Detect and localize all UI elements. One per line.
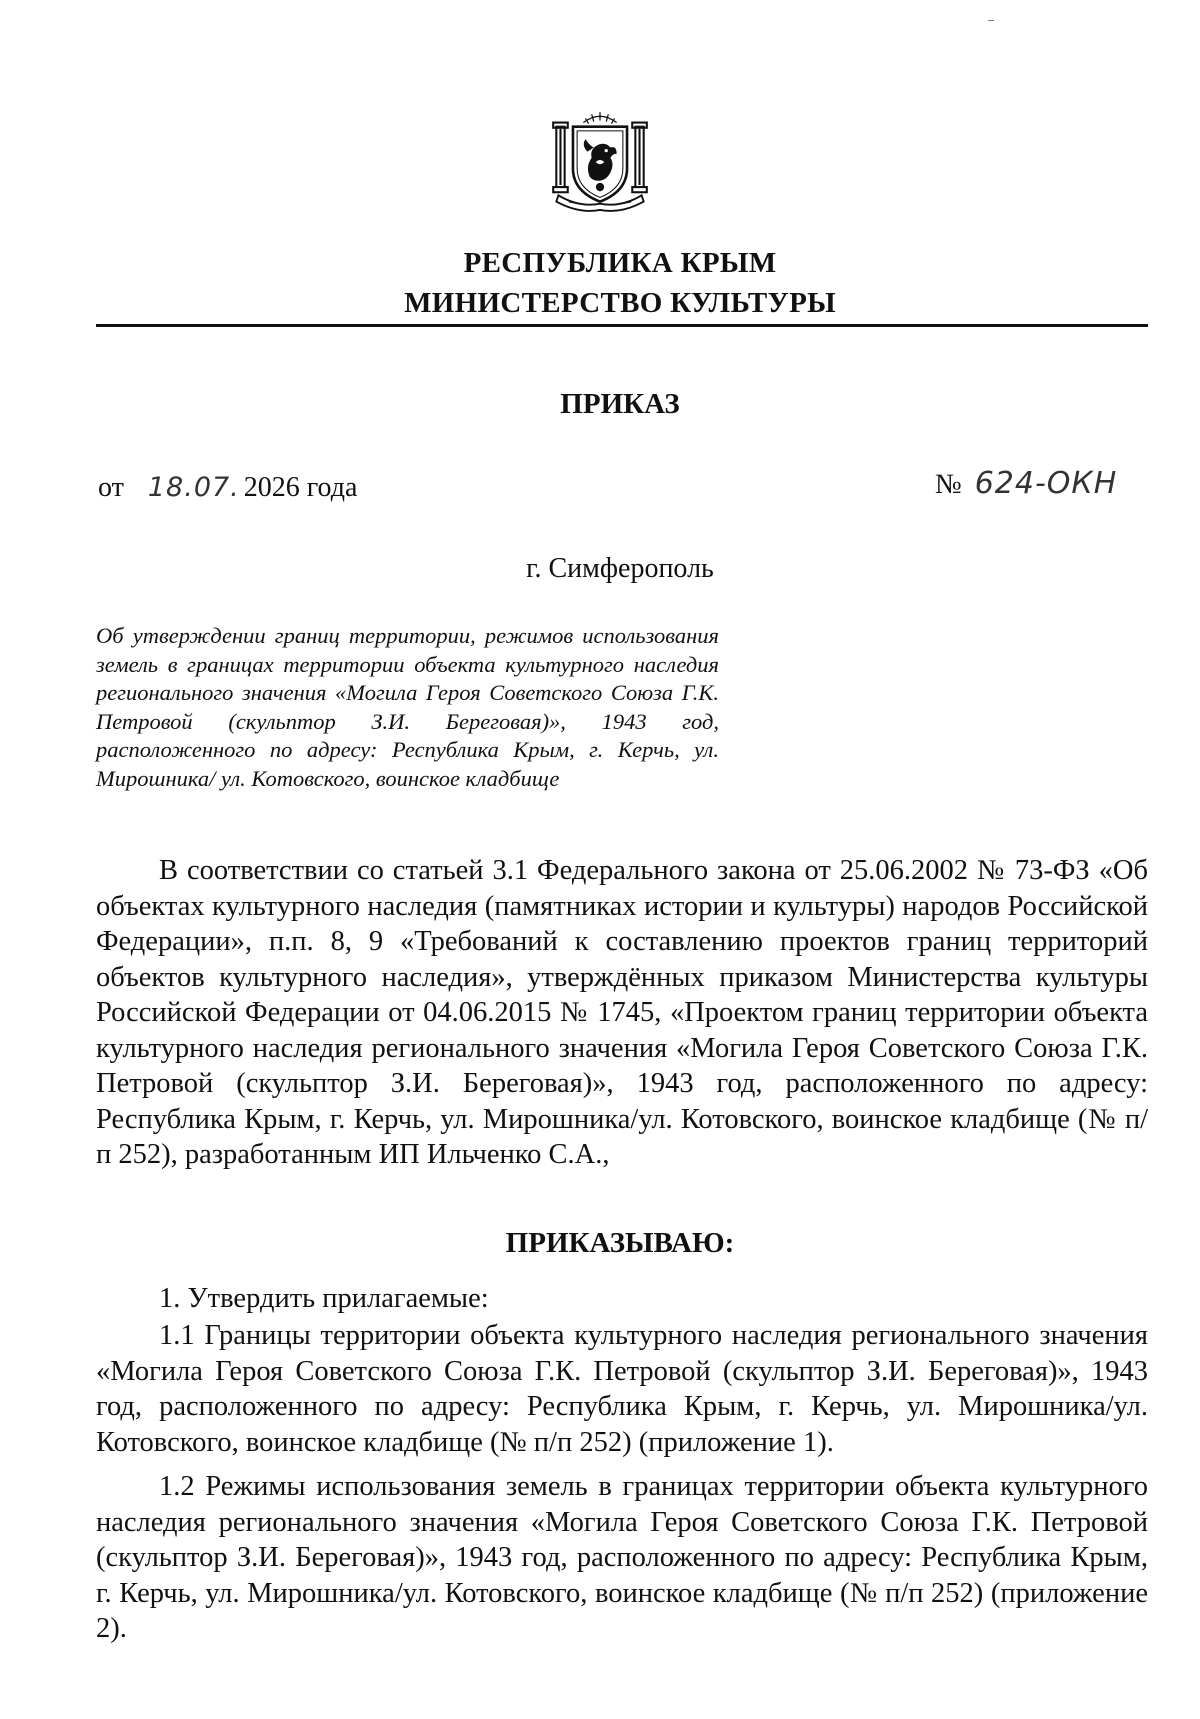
date-prefix: от: [98, 472, 124, 503]
order-number: [935, 466, 1117, 501]
scan-mark: [988, 20, 994, 21]
order-date: [98, 472, 357, 504]
handwritten-number: 624-ОКН: [974, 466, 1118, 501]
number-prefix: №: [935, 469, 962, 500]
coat-of-arms-emblem: [548, 108, 652, 212]
ministry-heading: МИНИСТЕРСТВО КУЛЬТУРЫ: [404, 287, 836, 319]
preamble-paragraph: В соответствии со статьей 3.1 Федерального закона от 25.06.2002 № 73-ФЗ «Об объектах культурного наследия (памятниках истории и культуры) народов Российской Федерации», п.п. 8, 9 «Требований к составлению проектов границ территорий объектов культурного наследия», утверждённых приказом Министерства культуры Российской Федерации от 04.06.2015 № 1745, «Проектом границ территории объекта культурного наследия регионального значения «Могила Героя Советского Союза Г.К. Петровой (скульптор З.И. Береговая)», 1943 год, расположенного по адресу: Республика Крым, г. Керчь, ул. Мирошника/ул. Котовского, воинское кладбище (№ п/п 252), разработанным ИП Ильченко С.А.,: [96, 855, 1148, 1170]
date-suffix: 2026 года: [243, 472, 358, 503]
handwritten-date: 18.07.: [147, 472, 240, 503]
item-1-1: 1.1 Границы территории объекта культурного наследия регионального значения «Могила Героя Советского Союза Г.К. Петровой (скульптор З.И. Береговая)», 1943 год, расположенного по адресу: Республика Крым, г. Керчь, ул. Мирошника/ул. Котовского, воинское кладбище (№ п/п 252) (приложение 1).: [96, 1320, 1148, 1458]
city-line: г. Симферополь: [526, 553, 714, 584]
order-title: ПРИКАЗ: [560, 388, 680, 420]
header-divider: [96, 324, 1148, 327]
item-1-2: 1.2 Режимы использования земель в границах территории объекта культурного наследия регионального значения «Могила Героя Советского Союза Г.К. Петровой (скульптор З.И. Береговая)», 1943 год, расположенного по адресу: Республика Крым, г. Керчь, ул. Мирошника/ул. Котовского, воинское кладбище (№ п/п 252) (приложение 2).: [96, 1471, 1148, 1644]
decree-heading: ПРИКАЗЫВАЮ:: [505, 1227, 735, 1259]
item-1: 1. Утвердить прилагаемые:: [159, 1283, 489, 1314]
order-subject: Об утверждении границ территории, режимов использования земель в границах территории объекта культурного наследия регионального значения «Могила Героя Советского Союза Г.К. Петровой (скульптор З.И. Береговая)», 1943 год, расположенного по адресу: Республика Крым, г. Керчь, ул. Мирошника/ ул. Котовского, воинское кладбище: [96, 623, 719, 791]
republic-heading: РЕСПУБЛИКА КРЫМ: [463, 247, 777, 279]
